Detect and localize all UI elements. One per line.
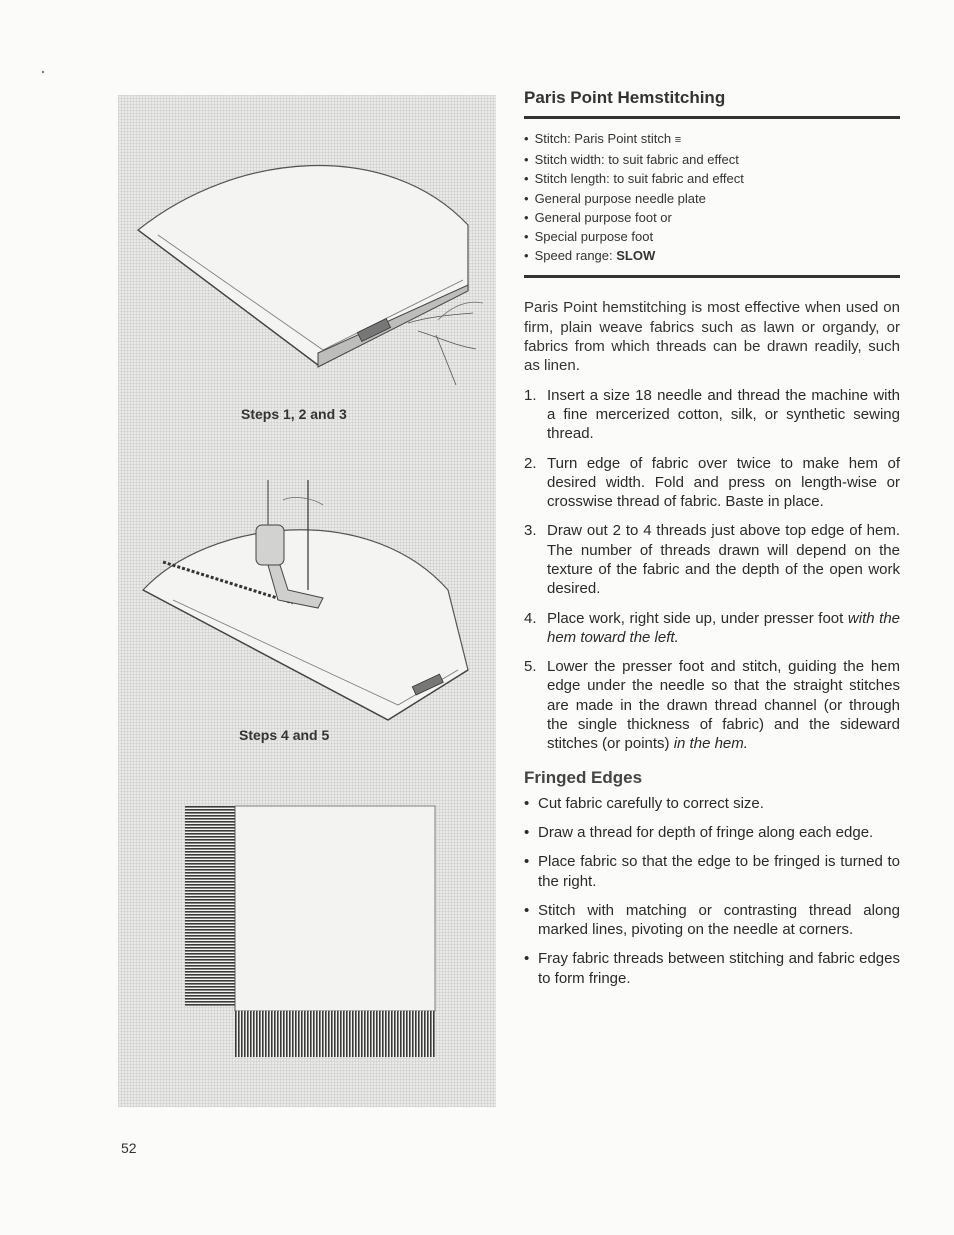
steps-list: [524, 386, 900, 754]
fringe-illustration: [118, 800, 496, 1060]
fringed-item: • Fray fabric threads between stitching and fabric edges to form fringe.: [524, 950, 900, 987]
step-item: 3. Draw out 2 to 4 threads just above top edge of hem. The number of threads drawn will depend on the texture of the fabric and the depth of the open work desired.: [524, 522, 900, 598]
step-item: 5. Lower the presser foot and stitch, guiding the hem edge under the needle so that the straight stitches are made in the drawn thread channel (or through the single thickness of fabric) and the sideward stitches (or points) in the hem.: [524, 658, 900, 753]
figure-steps-1-2-3: [118, 95, 496, 435]
fringed-item: • Place fabric so that the edge to be fringed is turned to the right.: [524, 853, 900, 890]
section-heading-fringed-edges: Fringed Edges: [524, 767, 643, 787]
presser-foot-illustration: [118, 480, 496, 730]
title-rule: [524, 116, 900, 119]
page-title: Paris Point Hemstitching: [524, 88, 726, 107]
spec-item: • General purpose foot or: [524, 208, 900, 227]
stitch-specs: [524, 129, 900, 265]
step-item: 2. Turn edge of fabric over twice to make hem of desired width. Fold and press on length-wise or crosswise thread of fabric. Baste in place.: [524, 454, 900, 511]
fringed-list: [524, 794, 900, 988]
spec-item: • Stitch: Paris Point stitch ≡: [524, 129, 900, 150]
figure-fringed-edges: [118, 800, 496, 1060]
page-number: 52: [121, 1140, 137, 1156]
fringed-item: • Stitch with matching or contrasting thread along marked lines, pivoting on the needle at corners.: [524, 901, 900, 939]
step-item: 4. Place work, right side up, under presser foot with the hem toward the left.: [524, 609, 901, 646]
spec-item: • General purpose needle plate: [524, 189, 900, 208]
figure-caption: Steps 1, 2 and 3: [241, 406, 347, 422]
intro-paragraph: Paris Point hemstitching is most effective when used on firm, plain weave fabrics such as lawn or organdy, or fabrics from which threads can be drawn readily, such as linen.: [524, 299, 900, 375]
spec-item: • Special purpose foot: [524, 227, 900, 246]
text-column: [524, 88, 900, 988]
fringed-item: • Draw a thread for depth of fringe along each edge.: [524, 823, 874, 841]
spec-item: • Speed range: SLOW: [524, 246, 900, 265]
spec-item: • Stitch width: to suit fabric and effect: [524, 150, 900, 169]
stray-mark: [42, 71, 44, 73]
figure-caption: Steps 4 and 5: [239, 727, 330, 743]
figure-steps-4-5: [118, 480, 496, 770]
specs-rule: [524, 275, 900, 278]
fabric-hem-illustration: [118, 95, 496, 395]
paris-point-stitch-icon: ≡: [674, 134, 681, 146]
illustration-panel: [118, 95, 496, 1107]
speed-value: SLOW: [616, 248, 656, 264]
step-item: 1. Insert a size 18 needle and thread the machine with a fine mercerized cotton, silk, or synthetic sewing thread.: [524, 386, 900, 443]
fringed-item: • Cut fabric carefully to correct size.: [524, 794, 764, 812]
spec-item: • Stitch length: to suit fabric and effect: [524, 169, 900, 188]
